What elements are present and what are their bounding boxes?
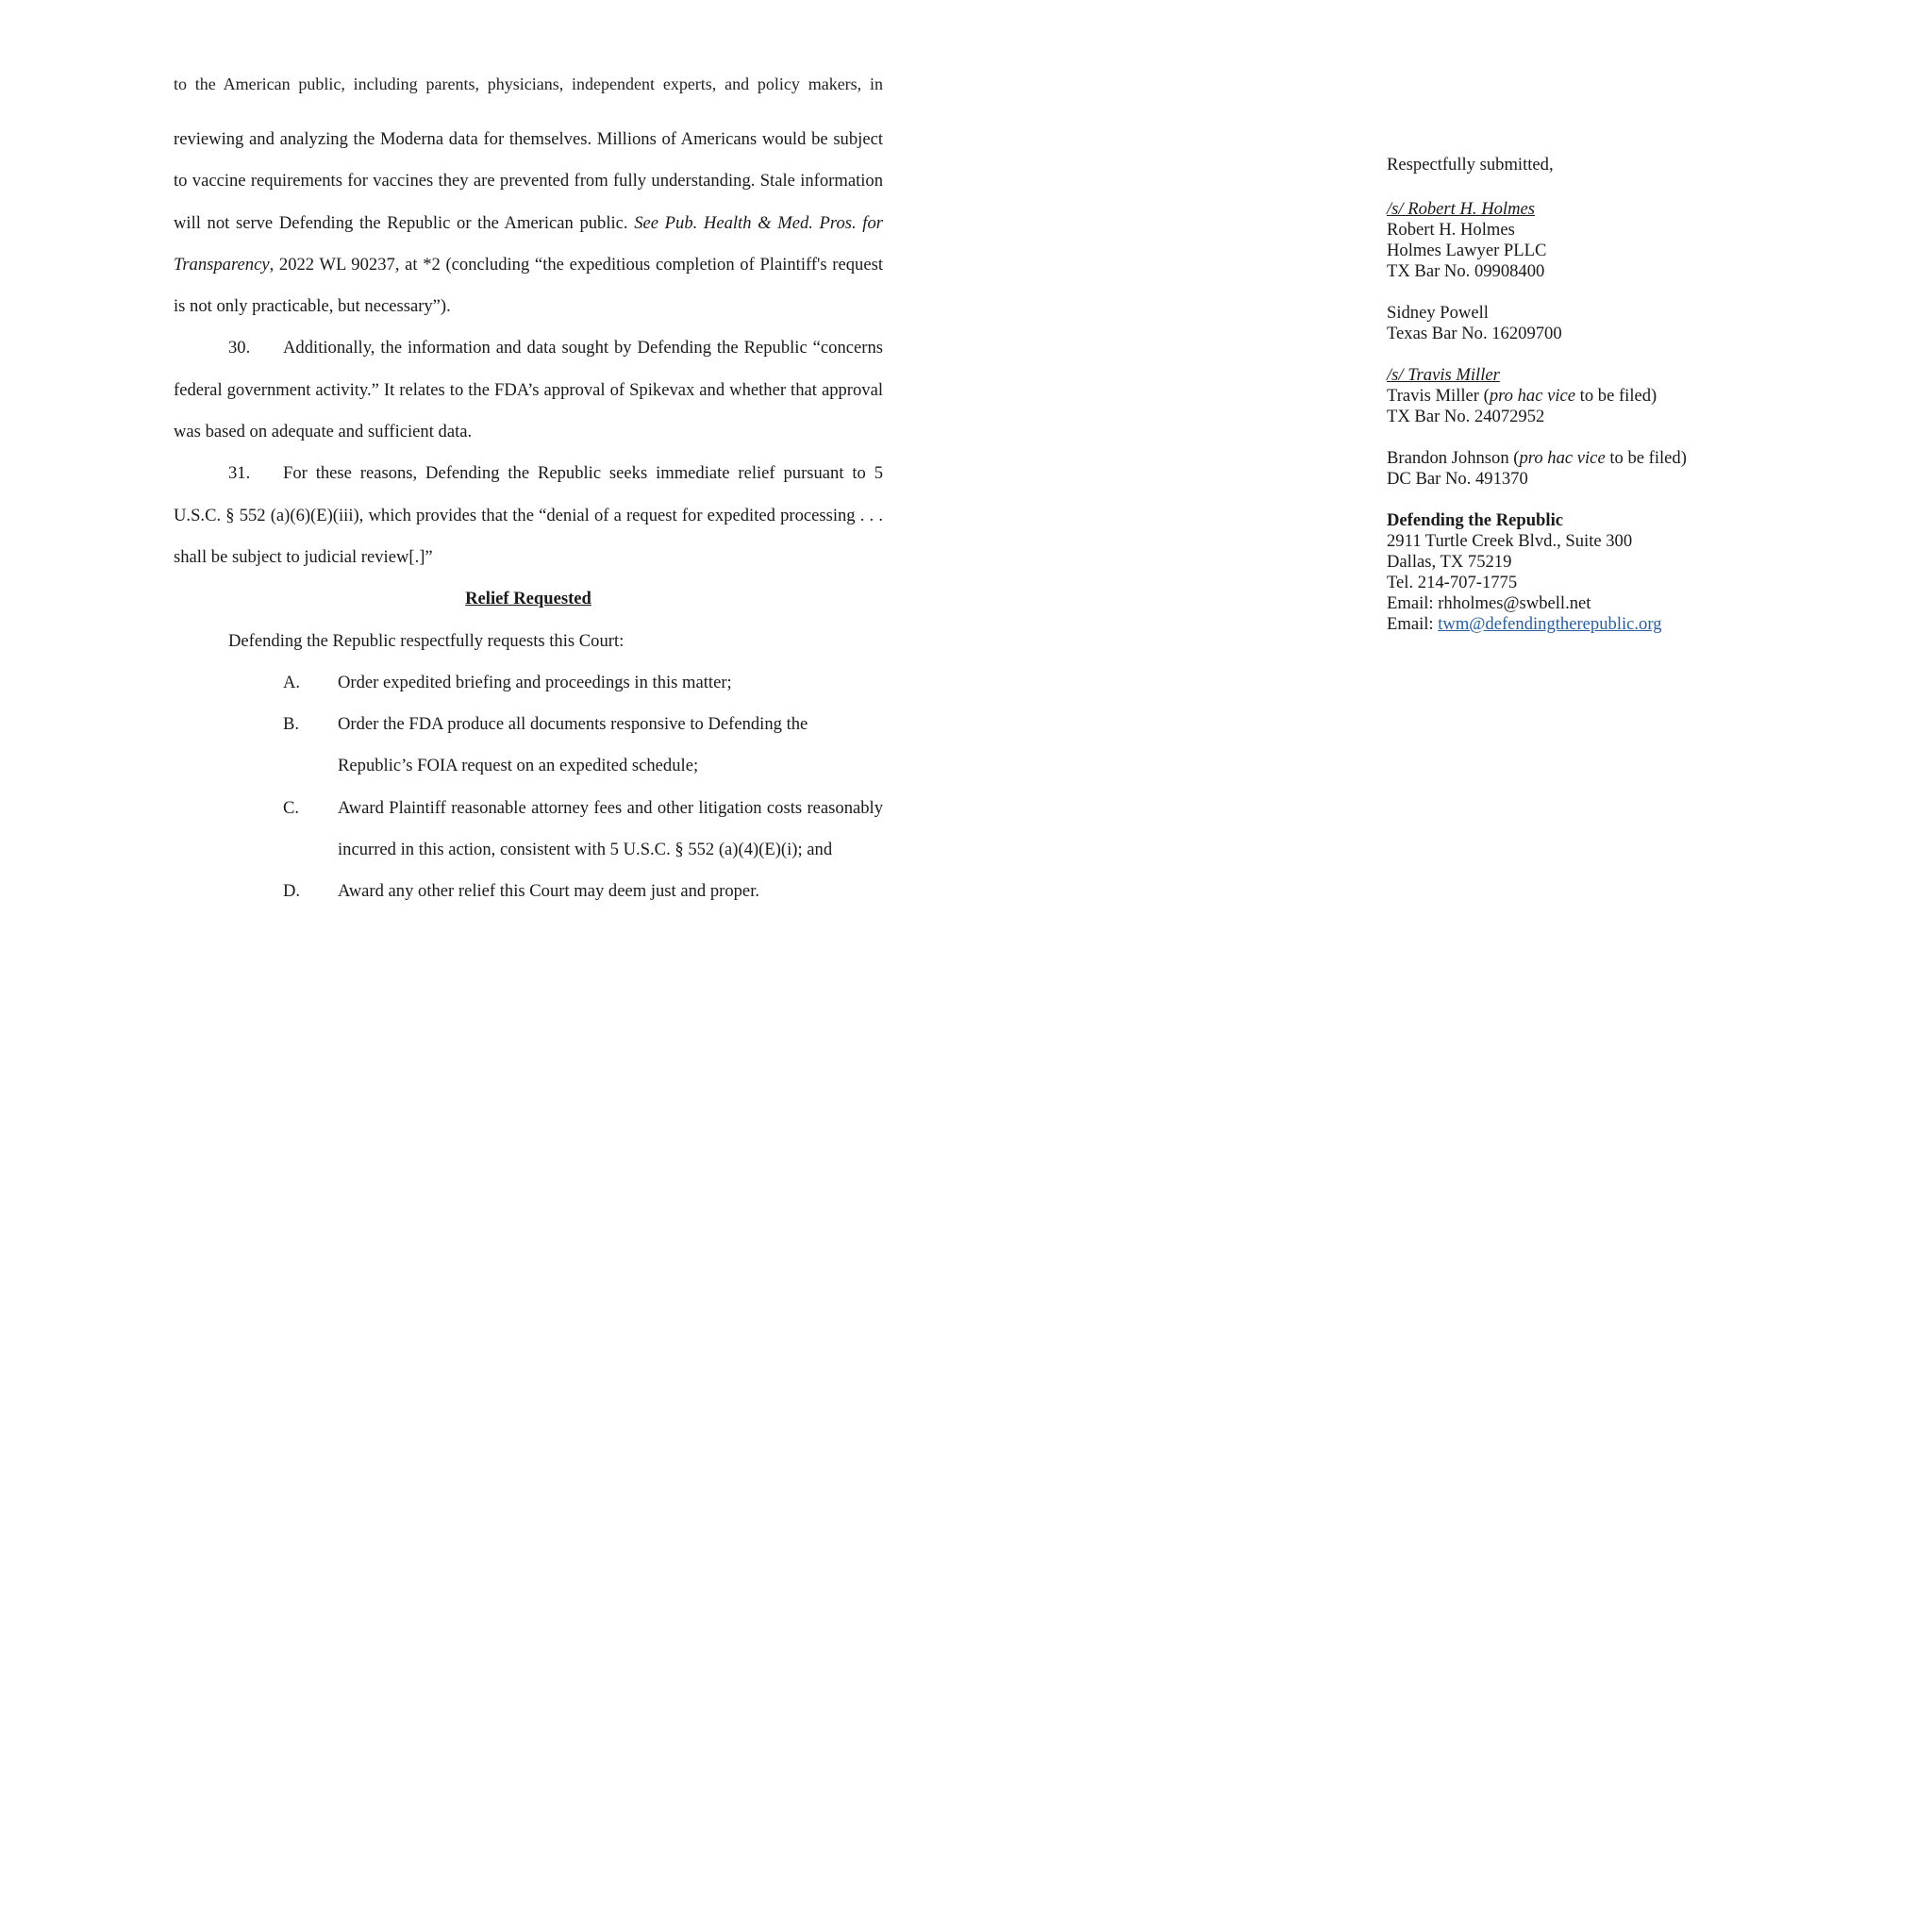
relief-item-letter: D. bbox=[283, 881, 301, 902]
attorney-name: Sidney Powell bbox=[1387, 303, 1489, 323]
paragraph-29-continuation: reviewing and analyzing the Moderna data for themselves. Millions of Americans would be subject to vaccine requirements for vaccines they are prevented from fully understanding. Stale information will not serve Defending the Republic or the American public. See Pub. Health & Med. Pros. for Transparency, 2022 WL 90237, at *2 (concluding “the expeditious completion of Plaintiff's request is not only practicable, but necessary”). bbox=[174, 129, 883, 317]
email-line: Email: rhholmes@swbell.net bbox=[1387, 593, 1591, 613]
firm-name: Holmes Lawyer PLLC bbox=[1387, 241, 1547, 260]
bar-number: TX Bar No. 09908400 bbox=[1387, 261, 1545, 281]
relief-item-letter: B. bbox=[283, 714, 300, 735]
relief-item-text: Order expedited briefing and proceedings in this matter; bbox=[338, 672, 732, 692]
relief-item-text: Award any other relief this Court may deem just and proper. bbox=[338, 881, 760, 902]
attorney-name: Travis Miller (pro hac vice to be filed) bbox=[1387, 386, 1657, 406]
paragraph-30: 30. Additionally, the information and data sought by Defending the Republic “concerns federal government activity.” It relates to the FDA’s approval of Spikevax and whether that approval was based on adequate and sufficient data. bbox=[174, 327, 883, 453]
email-address: rhholmes@swbell.net bbox=[1438, 593, 1591, 613]
closing: Respectfully submitted, bbox=[1387, 155, 1554, 175]
bar-number: DC Bar No. 491370 bbox=[1387, 469, 1528, 489]
relief-item-d bbox=[174, 871, 883, 912]
relief-item-a bbox=[174, 662, 883, 704]
relief-item-c bbox=[174, 788, 883, 872]
signature-miller: /s/ Travis Miller bbox=[1387, 365, 1500, 385]
relief-intro: Defending the Republic respectfully requests this Court: bbox=[228, 630, 625, 651]
relief-item-b bbox=[174, 704, 883, 788]
relief-item-letter: A. bbox=[283, 672, 301, 692]
attorney-name: Brandon Johnson (pro hac vice to be filed) bbox=[1387, 448, 1687, 468]
email-line: Email: twm@defendingtherepublic.org bbox=[1387, 614, 1662, 634]
organization-name: Defending the Republic bbox=[1387, 510, 1563, 530]
bar-number: Texas Bar No. 16209700 bbox=[1387, 324, 1562, 343]
attorney-name: Robert H. Holmes bbox=[1387, 220, 1515, 240]
cutoff-previous-line: to the American public, including parents, physicians, independent experts, and policy makers, in bbox=[174, 75, 883, 93]
paragraph-number: 31. bbox=[228, 463, 251, 484]
document-body bbox=[174, 119, 883, 913]
signature-block bbox=[1387, 155, 1802, 635]
case-citation: See Pub. Health & Med. Pros. for Transparency bbox=[174, 212, 883, 275]
email-link[interactable]: twm@defendingtherepublic.org bbox=[1438, 614, 1662, 634]
relief-item-letter: C. bbox=[283, 797, 300, 818]
relief-item-text: Award Plaintiff reasonable attorney fees and other litigation costs reasonably incurred in this action, consistent with 5 U.S.C. § 552 (a)(4)(E)(i); and bbox=[338, 797, 883, 860]
relief-item-text: Order the FDA produce all documents responsive to Defending the Republic’s FOIA request on an expedited schedule; bbox=[338, 714, 808, 776]
organization-city: Dallas, TX 75219 bbox=[1387, 552, 1512, 572]
organization-phone: Tel. 214-707-1775 bbox=[1387, 573, 1518, 592]
paragraph-31: 31. For these reasons, Defending the Republic seeks immediate relief pursuant to 5 U.S.C. § 552 (a)(6)(E)(iii), which provides that the “denial of a request for expedited processing . . . shall be subject to judicial review[.]” bbox=[174, 453, 883, 578]
bar-number: TX Bar No. 24072952 bbox=[1387, 407, 1545, 426]
paragraph-number: 30. bbox=[228, 338, 251, 358]
organization-address: 2911 Turtle Creek Blvd., Suite 300 bbox=[1387, 531, 1633, 551]
signature-holmes: /s/ Robert H. Holmes bbox=[1387, 199, 1536, 219]
relief-heading: Relief Requested bbox=[465, 589, 591, 609]
